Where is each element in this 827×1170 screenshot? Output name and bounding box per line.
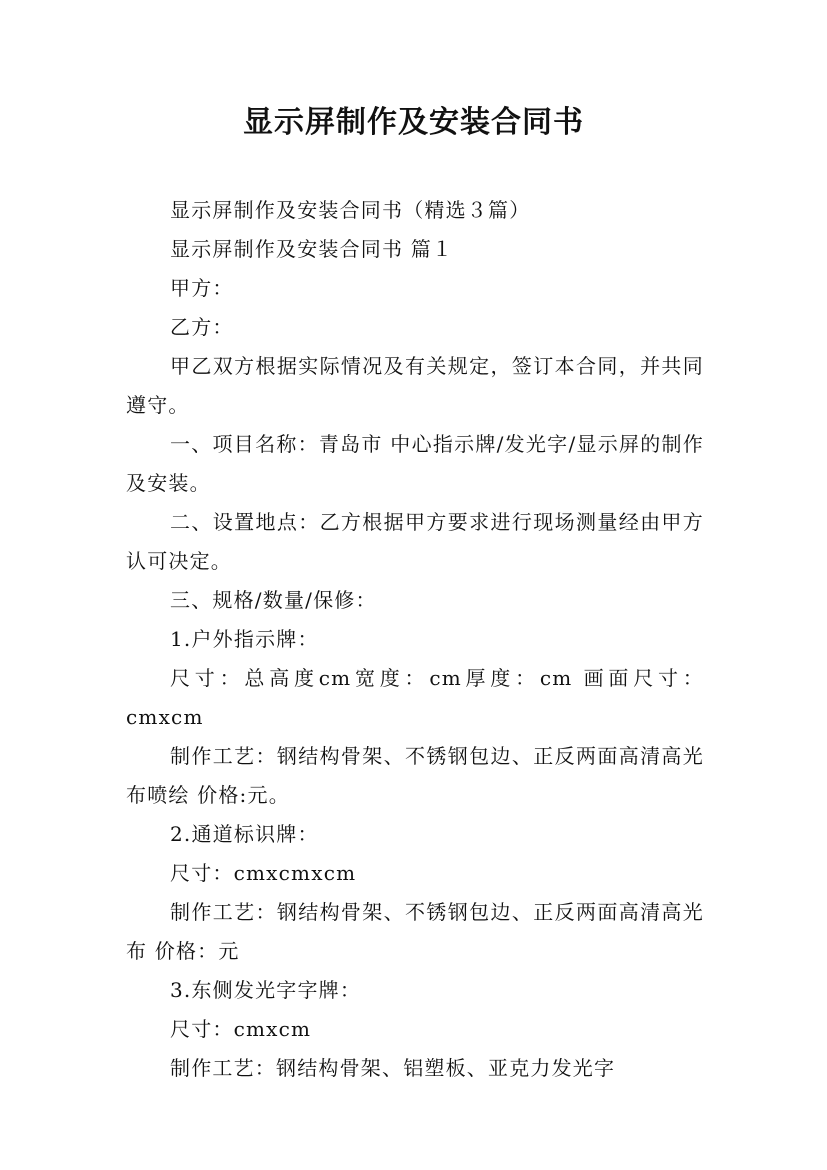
- paragraph-spec-heading: 三、规格/数量/保修：: [170, 588, 377, 612]
- paragraph-item-2-size: 尺寸：cmxcmxcm: [170, 861, 357, 885]
- paragraph-project-name: 一、项目名称：青岛市 中心指示牌/发光字/显示屏的制作及安装。: [126, 432, 704, 495]
- paragraph-party-b: 乙方：: [170, 315, 234, 339]
- paragraph-item-3-size: 尺寸：cmxcm: [170, 1017, 312, 1041]
- document-title: 显示屏制作及安装合同书: [243, 105, 584, 140]
- paragraph-item-2-heading: 2.通道标识牌：: [170, 822, 319, 846]
- paragraph-item-3-craft: 制作工艺：钢结构骨架、铝塑板、亚克力发光字: [170, 1056, 616, 1080]
- paragraph-item-1-craft: 制作工艺：钢结构骨架、不锈钢包边、正反两面高清高光布喷绘 价格:元。: [126, 744, 704, 807]
- paragraph-article-heading: 显示屏制作及安装合同书 篇１: [170, 237, 454, 261]
- paragraph-collection-heading: 显示屏制作及安装合同书（精选３篇）: [170, 198, 531, 222]
- paragraph-agreement-intro: 甲乙双方根据实际情况及有关规定，签订本合同，并共同遵守。: [126, 354, 704, 417]
- paragraph-item-2-craft: 制作工艺：钢结构骨架、不锈钢包边、正反两面高清高光布 价格：元: [126, 900, 704, 963]
- paragraph-item-1-size: 尺寸：总高度cm宽度：cm厚度：cm 画面尺寸：cmxcm: [126, 666, 704, 729]
- paragraph-party-a: 甲方：: [170, 276, 234, 300]
- paragraph-location: 二、设置地点：乙方根据甲方要求进行现场测量经由甲方认可决定。: [126, 510, 704, 573]
- paragraph-item-1-heading: 1.户外指示牌：: [170, 627, 319, 651]
- document-body: [126, 191, 704, 1088]
- paragraph-item-3-heading: 3.东侧发光字字牌：: [170, 978, 362, 1002]
